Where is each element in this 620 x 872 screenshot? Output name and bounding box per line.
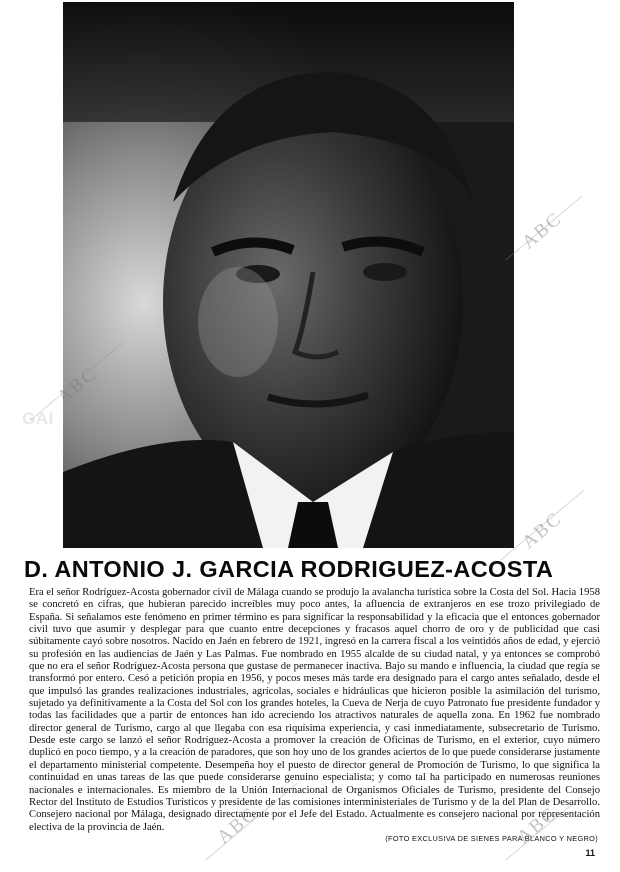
headline: D. ANTONIO J. GARCIA RODRIGUEZ-ACOSTA	[24, 556, 554, 582]
portrait-photo	[63, 2, 514, 548]
article-paragraph: Era el señor Rodríguez-Acosta gobernador civil de Málaga cuando se produjo la avalancha turística sobre la Costa del Sol. Hacia 1958 se concretó en cifras, que hubieran parecido increíbles muy poco antes, la afluencia de extranjeros en ese trozo privilegiado de España. Si señalamos este fenómeno en primer término es para significar la responsabilidad y la eficacia que el entonces gobernador civil tuvo que asumir y desplegar para que cuanto entre decepciones y fracasos aquel chorro de oro y de publicidad que casi súbitamente cayó sobre nosotros. Nacido en Jaén en febrero de 1921, ingresó en la carrera fiscal a los veintidós años de edad, y ejerció su profesión en las audiencias de Jaén y Las Palmas. Fue nombrado en 1955 alcalde de su ciudad natal, y ya entonces se comprobó que no era el señor Rodríguez-Acosta persona que gustase de permanecer inactiva. Bajo su mando e influencia, la ciudad que regía se transformó por entero. Cesó a petición propia en 1956, y pocos meses más tarde era designado para el cargo antes señalado, desde el que impulsó las grandes realizaciones industriales, agrícolas, sociales e hidráulicas que hicieron posible la asimilación del turismo, sujetado ya definitivamente a la Costa del Sol con los grandes hoteles, la Cueva de Nerja de cuyo Patronato fue presidente fundador y todas las facilidades que a partir de entonces han ido acreciendo los atractivos naturales de aquella zona. En 1962 fue nombrado director general de Turismo, cargo al que llegaba con esa riquísima experiencia, y casi inmediatamente, subsecretario de Turismo. Desde este cargo se lanzó el señor Rodríguez-Acosta a promover la creación de Oficinas de Turismo, en el exterior, cuyo número duplicó en poco tiempo, y a la creación de paradores, que son hoy uno de los grandes aciertos de lo que puede considerarse justamente el departamento ministerial competente. Desempeña hoy el puesto de director general de Promoción de Turismo, lo que significa la continuidad en unas tareas de las que puede considerarse genuino especialista; y como tal ha participado en numerosas reuniones nacionales e internacionales. Es miembro de la Unión Internacional de Organismos Oficiales de Turismo, presidente del Consejo Rector del Instituto de Estudios Turísticos y presidente de las comisiones interministeriales de Turismo y de la del Plan de Desarrollo. Consejero nacional por Málaga, designado directamente por el Jefe del Estado. Actualmente es consejero nacional por representación electiva de la provincia de Jaén.	[29, 587, 600, 833]
watermark-abc: ABC	[213, 803, 262, 849]
watermark-abc: ABC	[513, 803, 562, 849]
article-body	[29, 587, 600, 834]
page-number: 11	[585, 848, 595, 858]
photo-caption-fragment: GAI	[22, 409, 54, 428]
watermark-abc: ABC	[518, 208, 567, 254]
portrait-illustration	[63, 2, 514, 548]
photo-credit: (FOTO EXCLUSIVA DE SIENES PARA BLANCO Y NEGRO)	[385, 834, 598, 843]
watermark-abc: ABC	[518, 508, 567, 554]
watermark-abc: ABC	[53, 363, 102, 409]
